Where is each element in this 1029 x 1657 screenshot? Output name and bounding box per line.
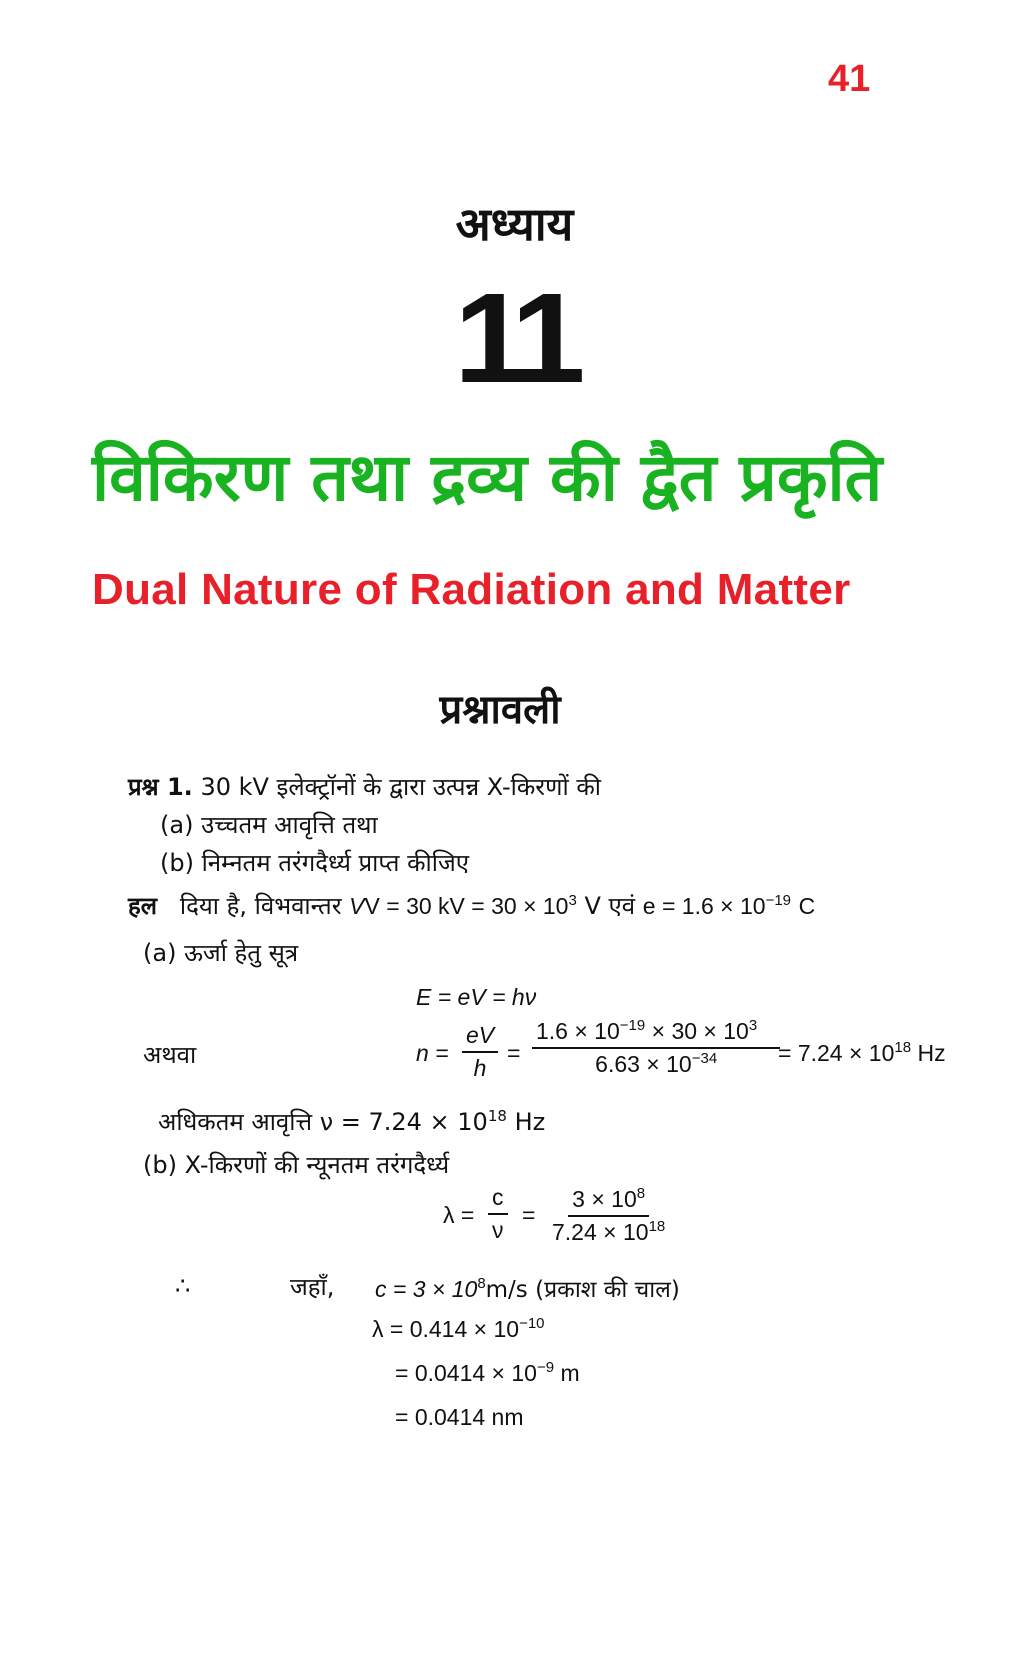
chapter-number: 11 (453, 267, 576, 410)
chapter-title-hindi: विकिरण तथा द्रव्य की द्वैत प्रकृति (92, 439, 883, 516)
chapter-label: अध्याय (455, 197, 574, 251)
frequency-result: = $7.24 \times 10^{18}$ Hz (778, 1039, 946, 1066)
where-word: जहाँ, (290, 1273, 335, 1301)
max-frequency-line: अधिकतम आवृत्ति $\nu = 7.24 \times 10^{18}$ Hz (158, 1107, 546, 1136)
fraction-numeric-wavelength (548, 1186, 669, 1246)
wavelength-step-2: = $0.0414 \times 10^{-9}$ m (395, 1359, 580, 1386)
fraction-numeric-frequency (532, 1018, 780, 1078)
fraction-numerator: eV (462, 1022, 498, 1053)
part-b-heading: (b) X-किरणों की न्यूनतम तरंगदैर्ध्य (143, 1151, 450, 1179)
fraction-denominator: $7.24 \times 10^{18}$ (552, 1218, 666, 1245)
solution-given-line (128, 889, 815, 922)
question-part-a: (a) उच्चतम आवृत्ति तथा (160, 811, 378, 839)
given-voltage-unit: V एवं (584, 892, 636, 920)
therefore-symbol: ∴ (175, 1272, 191, 1300)
given-voltage: VV = 30 kV = $30 \times 10^3$ (349, 892, 577, 919)
question-part-b: (b) निम्नतम तरंगदैर्ध्य प्राप्त कीजिए (160, 849, 470, 877)
question-text: 30 kV इलेक्ट्रॉनों के द्वारा उत्पन्न X-किरणों की (200, 773, 601, 801)
given-charge-unit: C (798, 893, 816, 919)
equals-sign: = (522, 1202, 536, 1228)
fraction-numerator: $3 \times 10^8$ (568, 1186, 649, 1217)
fraction-denominator: ν (492, 1217, 504, 1243)
part-a-heading: (a) ऊर्जा हेतु सूत्र (143, 939, 299, 967)
or-word: अथवा (143, 1041, 197, 1069)
fraction-ev-over-h (462, 1022, 498, 1082)
question-label: प्रश्न 1. (128, 773, 193, 801)
given-charge: $e = 1.6 \times 10^{-19}$ (642, 892, 792, 919)
page-number: 41 (828, 58, 871, 100)
wavelength-lhs: λ = (443, 1202, 475, 1228)
fraction-denominator: h (473, 1055, 487, 1081)
fraction-numerator: c (488, 1184, 508, 1215)
frequency-lhs: n = (416, 1040, 449, 1066)
solution-label: हल (128, 892, 158, 920)
fraction-c-over-nu (488, 1184, 508, 1244)
question-line (128, 770, 601, 803)
speed-of-light: $c = 3 \times 10^8m/s$ (प्रकाश की चाल) (375, 1275, 680, 1303)
energy-equation: E = eV = hν (416, 984, 537, 1010)
equals-sign: = (507, 1040, 521, 1066)
wavelength-step-1: $\lambda = 0.414 \times 10^{-10}$ (372, 1315, 545, 1342)
chapter-title-english: Dual Nature of Radiation and Matter (92, 565, 851, 614)
section-title: प्रश्नावली (439, 687, 561, 733)
wavelength-step-3: = 0.0414 nm (395, 1404, 524, 1430)
fraction-denominator: $6.63 \times 10^{-34}$ (595, 1050, 718, 1077)
fraction-numerator: $1.6 \times 10^{-19} \times 30 \times 10^3$ (532, 1018, 780, 1049)
given-prefix: दिया है, विभवान्तर (179, 892, 342, 920)
